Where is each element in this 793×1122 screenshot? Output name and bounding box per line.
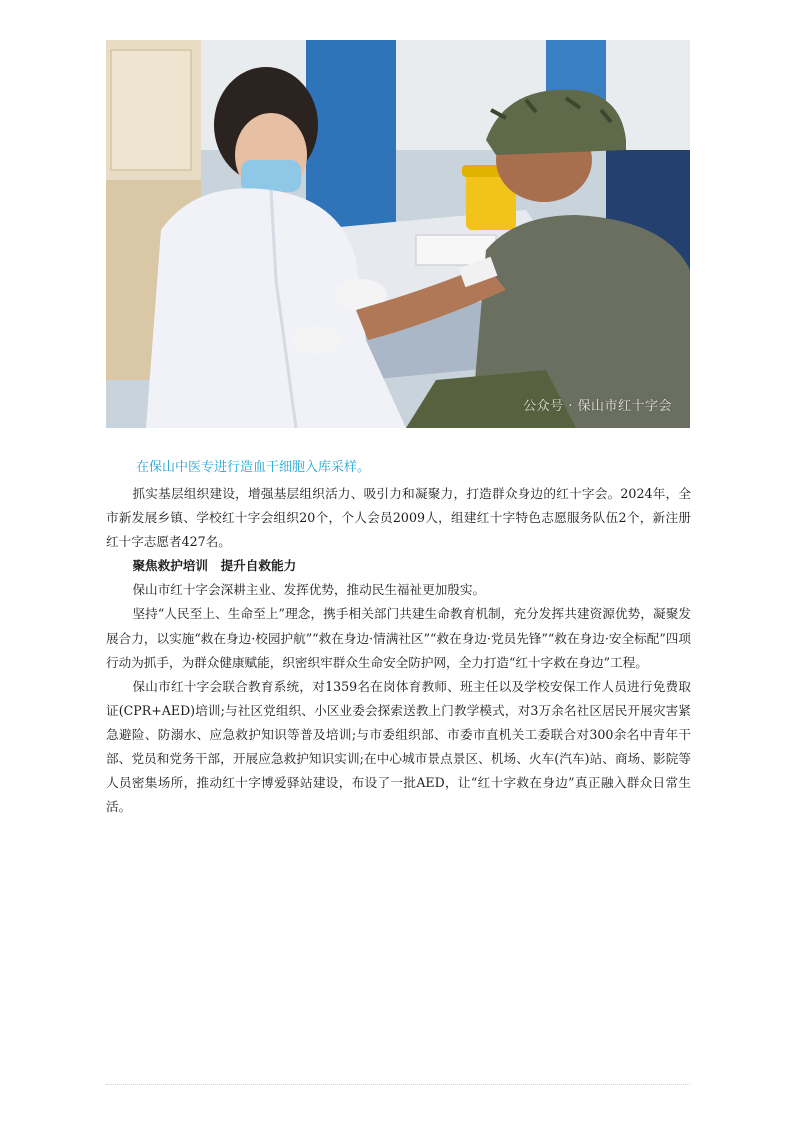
- paragraph-intro: 保山市红十字会深耕主业、发挥优势，推动民生福祉更加殷实。: [132, 582, 486, 598]
- blood-sampling-scene: [106, 40, 690, 428]
- paragraph-concept: 坚持“人民至上、生命至上”理念，携手相关部门共建生命教育机制，充分发挥共建资源优势，凝聚发展合力，以实施“救在身边·校园护航”“救在身边·情满社区”“救在身边·党员先锋”“救在身边·安全标配”四项行动为抓手，为群众健康赋能，织密织牢群众生命安全防护网，全力打造“红十字救在身边”工程。: [106, 606, 691, 670]
- photo-watermark: 公众号 · 保山市红十字会: [523, 399, 672, 414]
- article-body: [106, 482, 691, 819]
- paragraph-training: 保山市红十字会联合教育系统，对1359名在岗体育教师、班主任以及学校安保工作人员进行免费取证(CPR+AED)培训;与社区党组织、小区业委会探索送教上门教学模式，对3万余名社区居民开展灾害紧急避险、防溺水、应急救护知识等普及培训;与市委组织部、市委市直机关工委联合对300余名中青年干部、党员和党务干部，开展应急救护知识实训;在中心城市景点景区、机场、火车(汽车)站、商场、影院等人员密集场所，推动红十字博爱驿站建设，布设了一批AED，让“红十字救在身边”真正融入群众日常生活。: [106, 678, 691, 815]
- article-photo: [106, 40, 690, 428]
- paragraph-org-building: 抓实基层组织建设，增强基层组织活力、吸引力和凝聚力，打造群众身边的红十字会。2024年，全市新发展乡镇、学校红十字会组织20个，个人会员2009人，组建红十字特色志愿服务队伍2个，新注册红十字志愿者427名。: [106, 486, 691, 550]
- photo-caption: 在保山中医专进行造血干细胞入库采样。: [136, 460, 371, 475]
- section-heading: 聚焦救护培训 提升自救能力: [132, 558, 297, 574]
- page-bottom-rule: [106, 1084, 690, 1085]
